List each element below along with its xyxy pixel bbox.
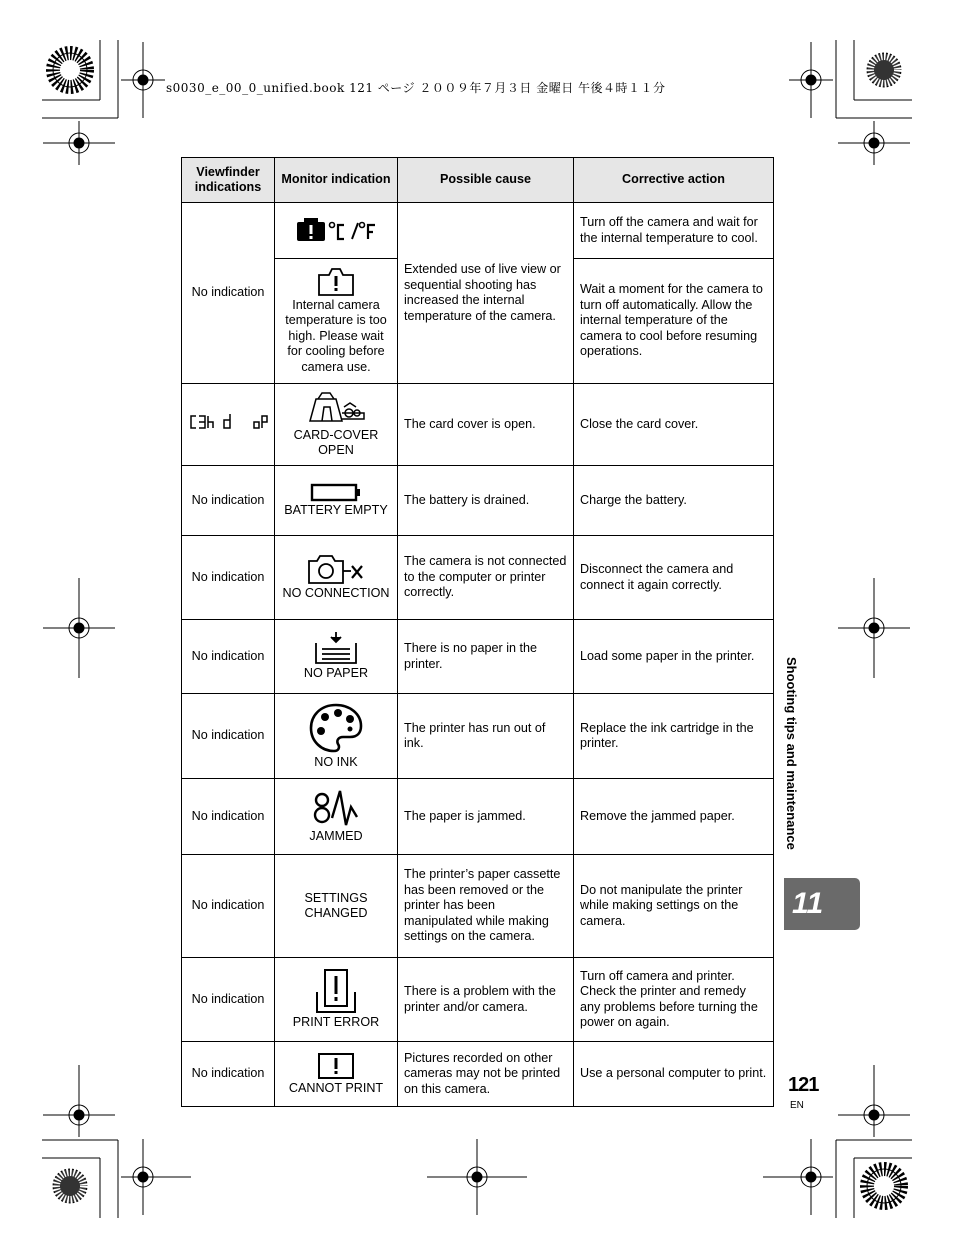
viewfinder-cell	[182, 384, 275, 466]
column-header-viewfinder: Viewfinder indications	[182, 158, 275, 203]
monitor-label: PRINT ERROR	[292, 1015, 380, 1030]
paper-jam-icon	[312, 788, 360, 828]
monitor-cell	[275, 466, 398, 536]
action-cell: Remove the jammed paper.	[574, 779, 774, 855]
monitor-cell	[275, 259, 398, 384]
cause-cell: The camera is not connected to the computer or printer correctly.	[398, 536, 574, 620]
camera-disconnected-icon	[306, 553, 366, 585]
warning-box-icon	[317, 267, 355, 297]
monitor-label: CARD-COVER OPEN	[293, 427, 379, 457]
monitor-label: JAMMED	[309, 829, 363, 844]
monitor-cell	[275, 855, 398, 958]
card-cover-icon	[304, 391, 368, 427]
viewfinder-cell: No indication	[182, 958, 275, 1042]
column-header-monitor: Monitor indication	[275, 158, 398, 203]
action-cell: Do not manipulate the printer while making settings on the camera.	[574, 855, 774, 958]
viewfinder-cell: No indication	[182, 466, 275, 536]
monitor-label: NO INK	[314, 754, 358, 769]
monitor-cell	[275, 203, 398, 259]
cannot-print-icon	[317, 1052, 355, 1080]
monitor-label: NO PAPER	[303, 666, 369, 681]
action-cell: Wait a moment for the camera to turn off automatically. Allow the internal temperature of the camera to cool before resuming operations.	[574, 259, 774, 384]
page-number: 121	[788, 1074, 819, 1096]
battery-empty-icon	[310, 482, 362, 502]
table-header-row	[182, 158, 774, 203]
action-cell: Turn off the camera and wait for the internal temperature to cool.	[574, 203, 774, 259]
section-side-title	[785, 657, 799, 873]
monitor-label: CANNOT PRINT	[288, 1080, 384, 1095]
table-row	[182, 1042, 774, 1107]
section-side-title-text: Shooting tips and maintenance	[784, 657, 799, 850]
cause-cell: The battery is drained.	[398, 466, 574, 536]
viewfinder-cell: No indication	[182, 855, 275, 958]
monitor-label: SETTINGS CHANGED	[304, 890, 368, 920]
cause-cell: The paper is jammed.	[398, 779, 574, 855]
table-row	[182, 384, 774, 466]
table-row	[182, 536, 774, 620]
monitor-cell	[275, 536, 398, 620]
cause-cell: There is no paper in the printer.	[398, 620, 574, 694]
monitor-label: BATTERY EMPTY	[284, 503, 388, 518]
chapter-number: 11	[792, 887, 824, 920]
monitor-cell	[275, 694, 398, 779]
chapter-tab	[784, 878, 860, 930]
action-cell: Charge the battery.	[574, 466, 774, 536]
monitor-cell	[275, 958, 398, 1042]
cause-cell: There is a problem with the printer and/or camera.	[398, 958, 574, 1042]
action-cell: Close the card cover.	[574, 384, 774, 466]
monitor-cell	[275, 384, 398, 466]
viewfinder-cell: No indication	[182, 694, 275, 779]
action-cell: Turn off camera and printer. Check the printer and remedy any problems before turning the power on again.	[574, 958, 774, 1042]
cause-cell: Extended use of live view or sequential shooting has increased the internal temperature of the camera.	[398, 203, 574, 384]
action-cell: Load some paper in the printer.	[574, 620, 774, 694]
viewfinder-cell: No indication	[182, 536, 275, 620]
paper-tray-icon	[313, 631, 359, 665]
table-row	[182, 855, 774, 958]
cause-cell: The printer has run out of ink.	[398, 694, 574, 779]
monitor-cell	[275, 1042, 398, 1107]
temperature-warning-icon	[296, 217, 376, 243]
column-header-cause: Possible cause	[398, 158, 574, 203]
monitor-cell	[275, 779, 398, 855]
printer-error-icon	[314, 968, 358, 1014]
action-cell: Use a personal computer to print.	[574, 1042, 774, 1107]
table-row	[182, 779, 774, 855]
action-cell: Disconnect the camera and connect it again correctly.	[574, 536, 774, 620]
cause-cell: The card cover is open.	[398, 384, 574, 466]
action-cell: Replace the ink cartridge in the printer.	[574, 694, 774, 779]
viewfinder-cell: No indication	[182, 620, 275, 694]
cause-cell: Pictures recorded on other cameras may not be printed on this camera.	[398, 1042, 574, 1107]
ink-palette-icon	[308, 702, 364, 754]
troubleshooting-table	[181, 157, 774, 1107]
cause-cell: The printer’s paper cassette has been removed or the printer has been manipulated while making settings on the camera.	[398, 855, 574, 958]
file-header-line: s0030_e_00_0_unified.book 121 ページ ２００９年７月３日 金曜日 午後４時１１分	[166, 81, 666, 95]
table-row	[182, 694, 774, 779]
viewfinder-cell: No indication	[182, 779, 275, 855]
viewfinder-cell: No indication	[182, 1042, 275, 1107]
table-row	[182, 958, 774, 1042]
language-code: EN	[790, 1100, 804, 1111]
table-row	[182, 466, 774, 536]
viewfinder-cell: No indication	[182, 203, 275, 384]
monitor-label: NO CONNECTION	[282, 586, 390, 601]
column-header-action: Corrective action	[574, 158, 774, 203]
monitor-label: Internal camera temperature is too high. Please wait for cooling before camera use.	[285, 297, 387, 374]
monitor-cell	[275, 620, 398, 694]
table-row	[182, 620, 774, 694]
card-door-open-segment-icon	[188, 413, 268, 431]
table-row	[182, 203, 774, 259]
